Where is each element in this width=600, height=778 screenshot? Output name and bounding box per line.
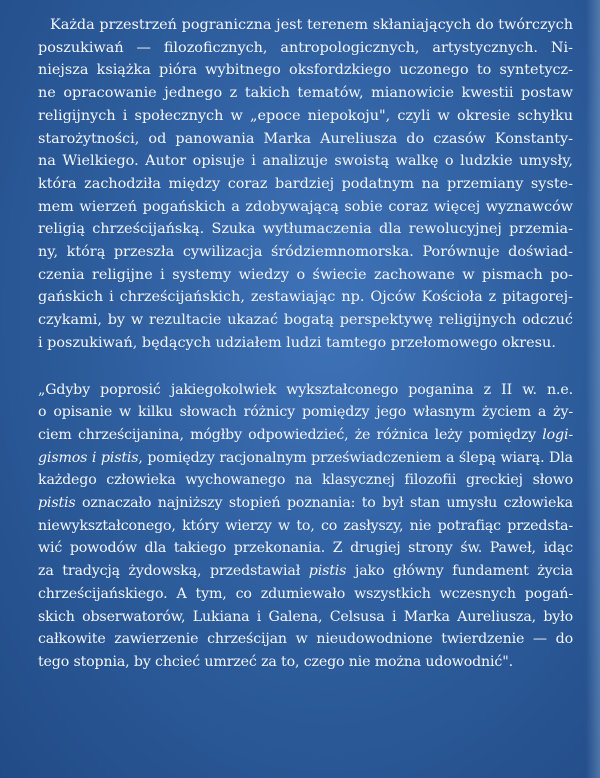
cover-edge-shading — [586, 0, 600, 778]
text-line: gańskich i chrześcijańskich, zestawiając np. Ojców Kościoła z pitagorej- — [38, 289, 573, 306]
text-segment: jako główny fundament życia — [346, 563, 573, 580]
text-line: o opisanie w kilku słowach różnicy pomiędzy jego własnym życiem a ży- — [38, 404, 573, 421]
text-line: religią chrześcijańską. Szuka wytłumaczenia dla rewolucyjnej przemia- — [38, 221, 573, 238]
text-segment: za tradycją żydowską, przedstawiał — [38, 563, 309, 580]
text-line: czykami, by w rezultacie ukazać bogatą perspektywę religijnych odczuć — [38, 312, 573, 329]
text-line: „Gdyby poprosić jakiegokolwiek wykształconego poganina z II w. n.e. — [38, 381, 573, 398]
text-line — [38, 447, 573, 470]
back-cover-text — [38, 14, 573, 674]
quote-paragraph — [38, 379, 573, 674]
italic-term: smos i — [51, 449, 101, 466]
text-line: niejsza książka pióra wybitnego oksfordzkiego uczonego to syntetycz- — [38, 62, 573, 79]
italic-term: pistis — [100, 449, 139, 466]
text-segment: ciem chrześcijanina, mógłby odpowiedzieć, że różnica leży pomiędzy — [38, 426, 543, 443]
text-line: całkowite zawierzenie chrześcijan w nieudowodnione twierdzenie — do — [38, 631, 573, 648]
text-line: Każda przestrzeń pograniczna jest terenem skłaniających do twórczych — [50, 17, 573, 33]
text-line: poszukiwań — filozoficznych, antropologicznych, artystycznych. Ni- — [38, 39, 573, 56]
text-line: starożytności, od panowania Marka Aureliusza do czasów Konstanty- — [38, 130, 573, 147]
text-segment: oznaczało najniższy stopień poznania: to był stan umysłu człowieka — [75, 495, 573, 512]
italic-term: logi- — [542, 426, 573, 443]
text-line: tego stopnia, by chcieć umrzeć za to, czego nie można udowodnić". — [38, 653, 513, 670]
text-line — [38, 424, 573, 447]
text-segment: , pomiędzy racjonalnym przeświadczeniem a ślepą wiarą. Dla — [138, 449, 573, 466]
text-line: czenia religijne i systemy wiedzy o świecie zachowane w pismach po- — [38, 266, 573, 283]
text-line — [38, 560, 573, 583]
text-line: która zachodziła między coraz bardziej podatnym na przemiany syste- — [38, 175, 573, 192]
text-line: ne opracowanie jednego z takich tematów, mianowicie kwestii postaw — [38, 85, 573, 102]
text-line: niewykształconego, który wierzy w to, co zasłyszy, nie potrafiąc przedsta- — [38, 517, 573, 534]
text-line: i poszukiwań, będących udziałem ludzi tamtego przełomowego okresu. — [38, 334, 556, 351]
text-line: każdego człowieka wychowanego na klasycznej filozofii greckiej słowo — [38, 472, 573, 489]
text-line: na Wielkiego. Autor opisuje i analizuje swoistą walkę o ludzkie umysły, — [38, 153, 573, 170]
text-line: ny, którą przeszła cywilizacja śródziemnomorska. Porównuje doświad- — [38, 244, 573, 261]
italic-term: gi — [38, 449, 52, 466]
text-line: skich obserwatorów, Lukiana i Galena, Celsusa i Marka Aureliusza, było — [38, 608, 573, 625]
text-line: mem wierzeń pogańskich a zdobywającą sobie coraz więcej wyznawców — [38, 198, 573, 215]
text-line: wić powodów dla takiego przekonania. Z drugiej strony św. Paweł, idąc — [38, 540, 573, 557]
text-line: religijnych i społecznych w „epoce niepokoju", czyli w okresie schyłku — [38, 107, 573, 124]
italic-term: pistis — [38, 495, 76, 512]
text-line — [38, 492, 573, 515]
italic-term: pistis — [308, 563, 347, 580]
description-paragraph — [38, 14, 573, 355]
text-line: chrześcijańskiego. A tym, co zdumiewało wszystkich wczesnych pogań- — [38, 585, 573, 602]
